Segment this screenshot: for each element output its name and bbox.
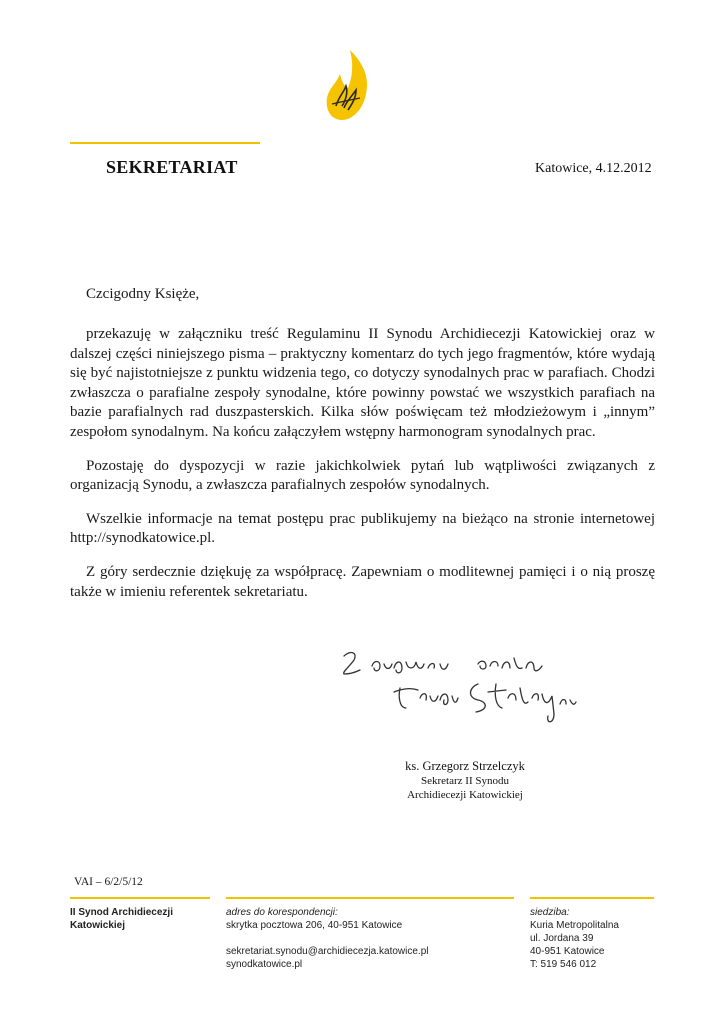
seat-phone: T: 519 546 012 <box>530 959 597 970</box>
paragraph: Wszelkie informacje na temat postępu prac publikujemy na bieżąco na stronie internetowej http://synodkatowice.pl. <box>70 510 655 547</box>
paragraph: przekazuję w załączniku treść Regulaminu II Synodu Archidiecezji Katowickiej oraz w dalszej części niniejszego pisma – praktyczny komentarz do tych jego fragmentów, które wydają się być najistotniejsze z punktu widzenia tego, co dotyczy synodalnych prac w parafiach. Chodzi zwłaszcza o parafialne zespoły synodalne, które powinny powstać we wszystkich parafiach na bazie parafialnych rad duszpasterskich. Kilka słów poświęcam też młodzieżowym i „innym” zespołom synodalnym. Na końcu załączyłem wstępny harmonogram synodalnych prac. <box>70 326 655 440</box>
letter-body <box>70 325 655 616</box>
footer-divider <box>530 897 654 899</box>
header-divider <box>70 142 260 144</box>
signer-title: Sekretarz II Synodu <box>421 775 509 787</box>
email-link[interactable]: sekretariat.synodu@archidiecezja.katowice.pl <box>226 946 429 957</box>
footer-seat <box>530 906 619 971</box>
seat-line: 40-951 Katowice <box>530 946 605 957</box>
letter-date: Katowice, 4.12.2012 <box>535 161 652 176</box>
footer-divider <box>70 897 210 899</box>
footer-divider <box>226 897 514 899</box>
correspondence-label: adres do korespondencji: <box>226 907 338 918</box>
footer-org-line: Katowickiej <box>70 920 126 931</box>
handwritten-signature <box>328 644 578 734</box>
website-link[interactable]: synodkatowice.pl <box>226 959 303 970</box>
seat-label: siedziba: <box>530 907 570 918</box>
seat-line: ul. Jordana 39 <box>530 933 594 944</box>
salutation: Czcigodny Księże, <box>86 286 200 302</box>
paragraph: Pozostaję do dyspozycji w razie jakichkolwiek pytań lub wątpliwości związanych z organizacją Synodu, a zwłaszcza parafialnych zespołów synodalnych. <box>70 457 655 494</box>
footer-org-line: II Synod Archidiecezji <box>70 907 173 918</box>
signer-block <box>370 758 560 802</box>
flame-logo-icon <box>322 48 372 122</box>
footer-org <box>70 906 173 932</box>
org-title: SEKRETARIAT <box>106 157 238 177</box>
paragraph: Z góry serdecznie dziękuję za współpracę. Zapewniam o modlitewnej pamięci i o nią proszę także w imieniu referentek sekretariatu. <box>70 563 655 600</box>
signer-org: Archidiecezji Katowickiej <box>407 789 523 801</box>
correspondence-address: skrytka pocztowa 206, 40-951 Katowice <box>226 920 403 931</box>
footer-correspondence <box>226 906 428 971</box>
reference-number: VAI – 6/2/5/12 <box>74 876 143 888</box>
signer-name: ks. Grzegorz Strzelczyk <box>405 759 525 773</box>
seat-line: Kuria Metropolitalna <box>530 920 619 931</box>
